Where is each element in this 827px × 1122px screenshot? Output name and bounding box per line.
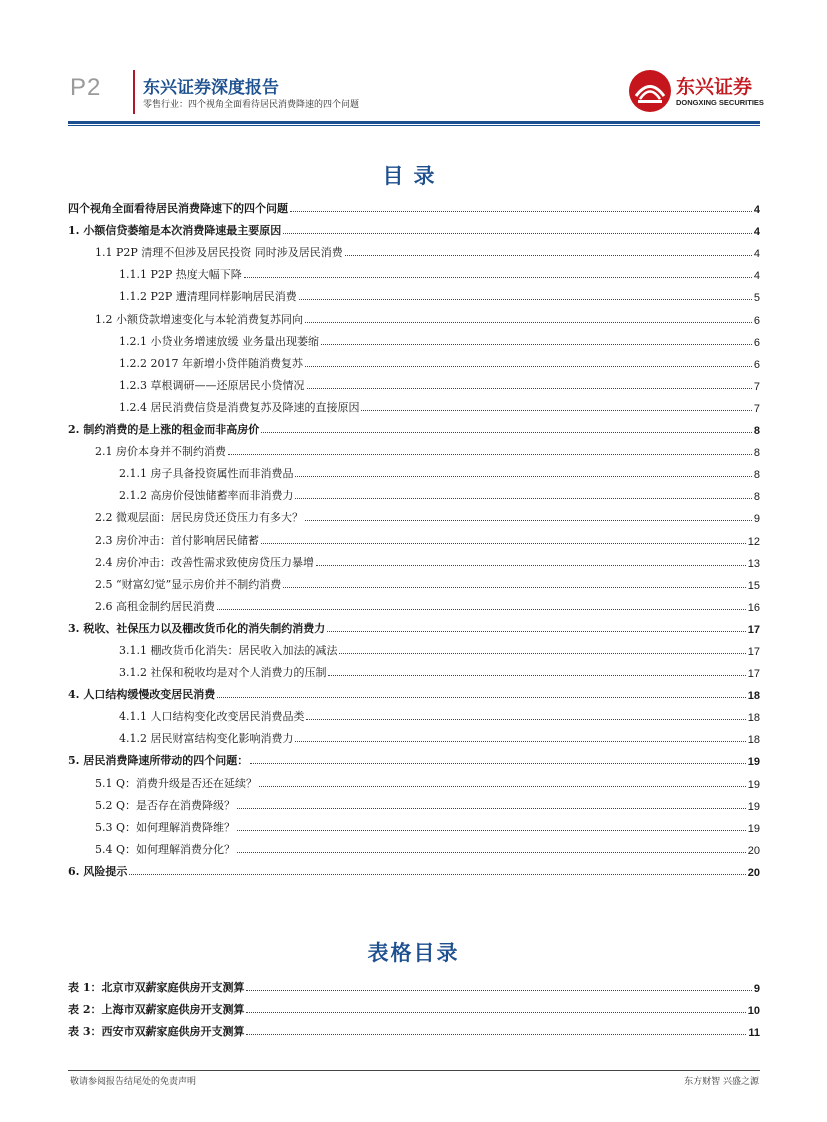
- header-rule: [68, 121, 760, 124]
- toc-entry[interactable]: [68, 459, 760, 481]
- toc-entry[interactable]: [68, 1017, 760, 1039]
- toc-entry[interactable]: [68, 791, 760, 813]
- toc-entry[interactable]: [68, 393, 760, 415]
- toc-entry-label: 4.1.2 居民财富结构变化影响消费力: [119, 732, 294, 746]
- toc-entry-page: 20: [747, 844, 760, 857]
- toc-entry-label: 5.3 Q：如何理解消费降维？: [95, 820, 236, 834]
- toc-entry[interactable]: [68, 349, 760, 371]
- toc-entry[interactable]: [68, 768, 760, 790]
- toc-entry-label: 1.1.2 P2P 遭清理同样影响居民消费: [119, 290, 297, 304]
- footer-rule: [68, 1070, 760, 1071]
- toc-entry[interactable]: [68, 548, 760, 570]
- toc-entry-page: 19: [747, 778, 760, 791]
- toc-entry[interactable]: [68, 702, 760, 724]
- report-title: 东兴证券深度报告: [143, 78, 279, 98]
- toc-leader-dots: [305, 366, 752, 367]
- toc-leader-dots: [306, 719, 745, 720]
- toc-leader-dots: [361, 410, 751, 411]
- toc-entry-label: 5.4 Q：如何理解消费分化？: [95, 842, 236, 856]
- toc-entry[interactable]: [68, 857, 760, 879]
- toc-entry-page: 4: [753, 270, 760, 283]
- toc-entry[interactable]: [68, 973, 760, 995]
- toc-leader-dots: [345, 255, 752, 256]
- toc-leader-dots: [321, 344, 752, 345]
- toc-entry-label: 1.2.3 草根调研——还原居民小贷情况: [119, 378, 305, 392]
- toc-entry-page: 4: [753, 226, 760, 239]
- toc-entry-label: 2.1 房价本身并不制约消费: [95, 445, 226, 459]
- toc-entry-page: 8: [753, 425, 760, 438]
- toc-leader-dots: [261, 543, 746, 544]
- toc-entry-label: 3.1.2 社保和税收均是对个人消费力的压制: [119, 666, 327, 680]
- toc-leader-dots: [327, 631, 745, 632]
- header-rule-thin: [68, 125, 760, 126]
- company-logo: [628, 68, 768, 114]
- toc-entry[interactable]: [68, 371, 760, 393]
- toc-entry[interactable]: [68, 680, 760, 702]
- toc-entry-page: 7: [753, 380, 760, 393]
- toc-entry-page: 8: [753, 447, 760, 460]
- toc-entry[interactable]: [68, 658, 760, 680]
- toc-leader-dots: [305, 322, 752, 323]
- page-number: P2: [70, 74, 102, 101]
- header-divider: [133, 70, 135, 114]
- toc-entry-page: 17: [747, 645, 760, 658]
- toc-entry[interactable]: [68, 194, 760, 216]
- toc-entry-label: 2.1.1 房子具备投资属性而非消费品: [119, 467, 294, 481]
- toc-entry[interactable]: [68, 636, 760, 658]
- toc-entry-label: 四个视角全面看待居民消费降速下的四个问题: [68, 202, 288, 216]
- toc-leader-dots: [305, 520, 752, 521]
- toc-entry-page: 10: [747, 1005, 760, 1018]
- toc-entry-page: 18: [747, 690, 760, 703]
- toc-leader-dots: [299, 299, 752, 300]
- toc-entry-label: 2.3 房价冲击：首付影响居民储蓄: [95, 533, 259, 547]
- toc-entry[interactable]: [68, 304, 760, 326]
- toc-leader-dots: [261, 432, 752, 433]
- toc-leader-dots: [246, 1034, 746, 1035]
- toc-leader-dots: [217, 609, 746, 610]
- toc-entry-page: 16: [747, 601, 760, 614]
- toc-leader-dots: [246, 990, 751, 991]
- toc-leader-dots: [217, 697, 745, 698]
- toc-leader-dots: [328, 675, 745, 676]
- toc-entry[interactable]: [68, 260, 760, 282]
- toc-leader-dots: [316, 565, 746, 566]
- toc-entry-label: 1.2 小额贷款增速变化与本轮消费复苏同向: [95, 312, 303, 326]
- toc-entry-label: 1. 小额信贷萎缩是本次消费降速最主要原因: [68, 224, 282, 238]
- logo-mark-icon: [628, 69, 672, 113]
- toc-entry-page: 5: [753, 292, 760, 305]
- toc-entry-label: 2.2 微观层面：居民房贷还贷压力有多大？: [95, 511, 303, 525]
- toc-entry-label: 1.1.1 P2P 热度大幅下降: [119, 268, 242, 282]
- toc-leader-dots: [295, 476, 751, 477]
- toc-entry[interactable]: [68, 724, 760, 746]
- toc-entry-page: 12: [747, 535, 760, 548]
- toc-entry-page: 6: [753, 358, 760, 371]
- toc-entry-label: 4.1.1 人口结构变化改变居民消费品类: [119, 710, 305, 724]
- toc-entry[interactable]: [68, 437, 760, 459]
- toc-entry-page: 9: [753, 983, 760, 996]
- toc-entry[interactable]: [68, 813, 760, 835]
- toc-title: 目录: [382, 164, 445, 188]
- toc-entry[interactable]: [68, 216, 760, 238]
- toc-entry-page: 18: [747, 734, 760, 747]
- table-list-title: 表格目录: [367, 941, 460, 965]
- toc-entry-page: 15: [747, 579, 760, 592]
- table-list: [68, 973, 760, 1039]
- toc-entry-label: 2.1.2 高房价侵蚀储蓄率而非消费力: [119, 489, 294, 503]
- footer-disclaimer: 敬请参阅报告结尾处的免责声明: [70, 1077, 197, 1087]
- toc-entry[interactable]: [68, 746, 760, 768]
- toc-entry-page: 7: [753, 402, 760, 415]
- toc-entry-page: 11: [748, 1027, 760, 1040]
- logo-text-en: DONGXING SECURITIES: [676, 98, 764, 107]
- toc-entry-label: 1.2.2 2017 年新增小贷伴随消费复苏: [119, 356, 303, 370]
- footer-slogan: 东方财智 兴盛之源: [684, 1077, 759, 1087]
- toc-leader-dots: [237, 852, 746, 853]
- toc-entry-label: 5.2 Q：是否存在消费降级？: [95, 798, 236, 812]
- toc-leader-dots: [228, 454, 752, 455]
- toc-entry[interactable]: [68, 525, 760, 547]
- toc-entry-label: 5. 居民消费降速所带动的四个问题：: [68, 754, 249, 768]
- toc-entry-page: 17: [747, 623, 760, 636]
- page-header: [0, 0, 827, 130]
- toc-entry-label: 表 1：北京市双薪家庭供房开支测算: [68, 981, 245, 995]
- toc-entry-page: 20: [747, 866, 760, 879]
- toc-entry[interactable]: [68, 835, 760, 857]
- toc-entry[interactable]: [68, 503, 760, 525]
- toc-entry-page: 18: [747, 712, 760, 725]
- toc-leader-dots: [283, 233, 752, 234]
- toc-entry-page: 17: [747, 668, 760, 681]
- toc-entry-page: 19: [747, 822, 760, 835]
- toc-entry[interactable]: [68, 327, 760, 349]
- toc-entry-label: 2. 制约消费的是上涨的租金而非高房价: [68, 423, 260, 437]
- toc-entry-page: 19: [747, 800, 760, 813]
- report-subtitle: 零售行业：四个视角全面看待居民消费降速的四个问题: [143, 100, 360, 110]
- toc-entry-label: 1.2.1 小贷业务增速放缓 业务量出现萎缩: [119, 334, 319, 348]
- toc-leader-dots: [244, 277, 752, 278]
- toc-leader-dots: [339, 653, 745, 654]
- toc-entry-page: 13: [747, 557, 760, 570]
- table-of-contents: [68, 194, 760, 879]
- toc-entry-page: 4: [753, 248, 760, 261]
- toc-entry-label: 6. 风险提示: [68, 864, 128, 878]
- toc-entry-page: 8: [753, 469, 760, 482]
- toc-entry[interactable]: [68, 415, 760, 437]
- toc-entry-label: 3. 税收、社保压力以及棚改货币化的消失制约消费力: [68, 621, 326, 635]
- toc-entry-label: 2.4 房价冲击：改善性需求致使房贷压力暴增: [95, 555, 314, 569]
- toc-entry-page: 8: [753, 491, 760, 504]
- toc-leader-dots: [307, 388, 752, 389]
- toc-leader-dots: [295, 498, 751, 499]
- toc-entry-label: 表 2：上海市双薪家庭供房开支测算: [68, 1003, 245, 1017]
- toc-leader-dots: [259, 786, 746, 787]
- toc-leader-dots: [237, 830, 746, 831]
- toc-entry-label: 表 3：西安市双薪家庭供房开支测算: [68, 1025, 245, 1039]
- toc-leader-dots: [237, 808, 746, 809]
- toc-entry-page: 6: [753, 336, 760, 349]
- toc-leader-dots: [295, 741, 745, 742]
- toc-entry[interactable]: [68, 282, 760, 304]
- toc-leader-dots: [250, 763, 745, 764]
- toc-entry[interactable]: [68, 614, 760, 636]
- toc-entry[interactable]: [68, 570, 760, 592]
- toc-entry-label: 2.6 高租金制约居民消费: [95, 599, 215, 613]
- toc-leader-dots: [290, 211, 752, 212]
- toc-entry-label: 5.1 Q：消费升级是否还在延续？: [95, 776, 258, 790]
- toc-leader-dots: [246, 1012, 745, 1013]
- toc-entry-label: 1.1 P2P 清理不但涉及居民投资 同时涉及居民消费: [95, 246, 343, 260]
- toc-entry-page: 4: [753, 204, 760, 217]
- toc-entry[interactable]: [68, 238, 760, 260]
- toc-leader-dots: [129, 874, 745, 875]
- toc-entry-label: 1.2.4 居民消费信贷是消费复苏及降速的直接原因: [119, 400, 360, 414]
- logo-text-cn: 东兴证券: [676, 76, 753, 98]
- toc-entry[interactable]: [68, 995, 760, 1017]
- toc-entry-page: 6: [753, 314, 760, 327]
- toc-entry-label: 2.5 “财富幻觉”显示房价并不制约消费: [95, 577, 282, 591]
- toc-entry-label: 4. 人口结构缓慢改变居民消费: [68, 688, 216, 702]
- toc-entry-page: 9: [753, 513, 760, 526]
- toc-entry[interactable]: [68, 481, 760, 503]
- toc-leader-dots: [283, 587, 746, 588]
- toc-entry-page: 19: [747, 756, 760, 769]
- toc-entry-label: 3.1.1 棚改货币化消失：居民收入加法的减法: [119, 643, 338, 657]
- toc-entry[interactable]: [68, 592, 760, 614]
